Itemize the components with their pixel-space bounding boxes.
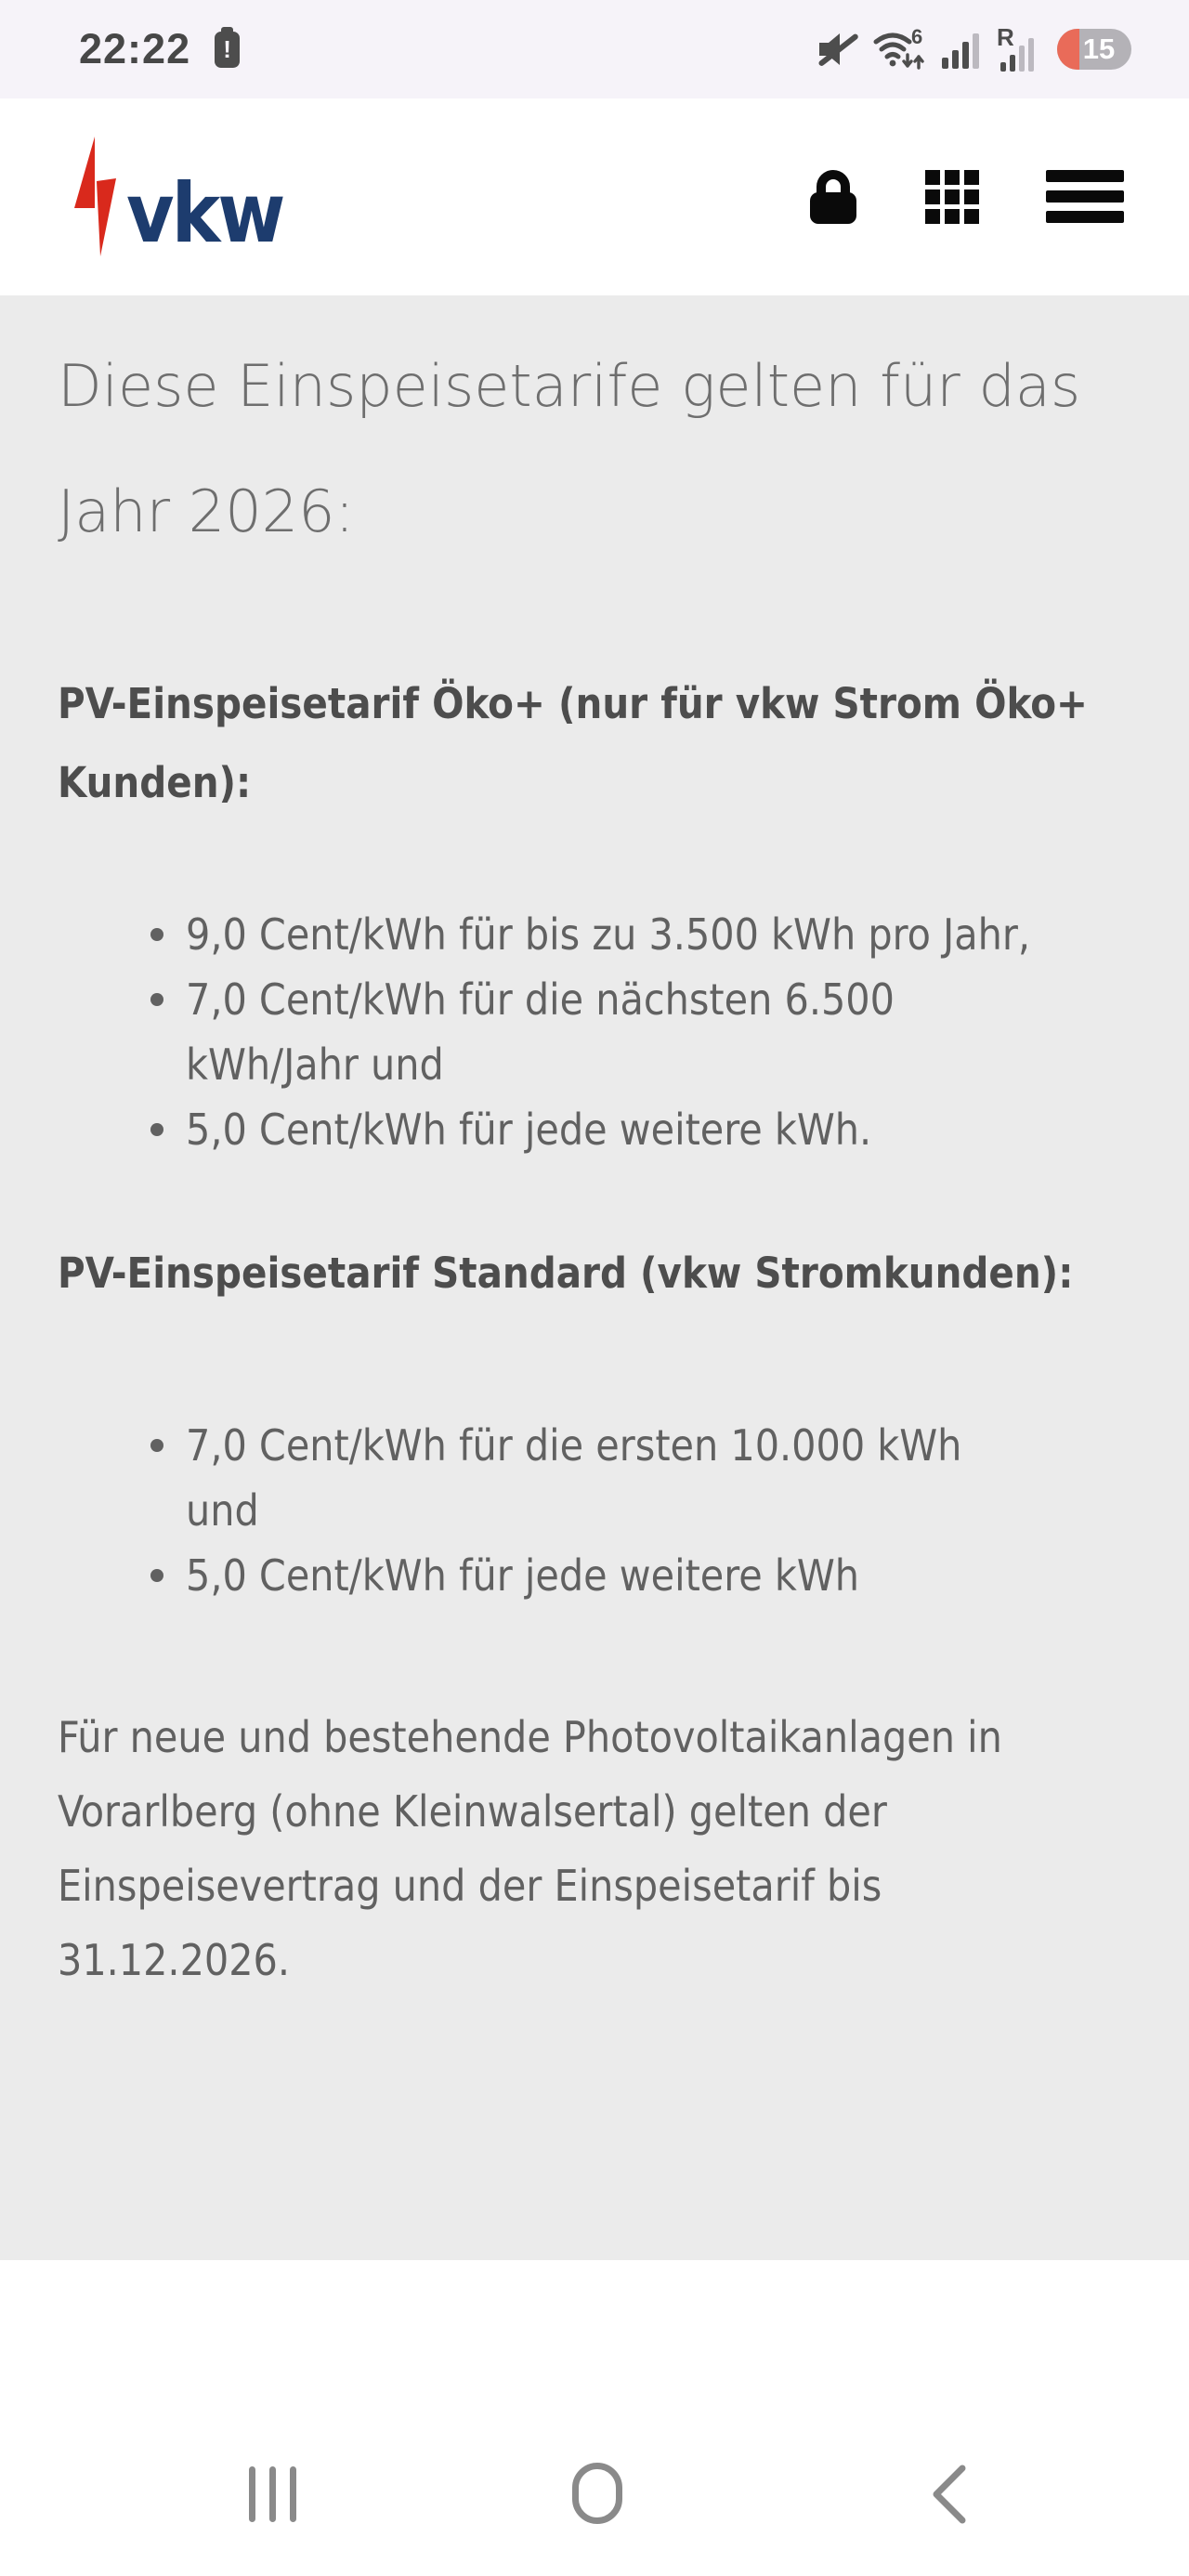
list-item: 9,0 Cent/kWh für bis zu 3.500 kWh pro Jahr, (149, 902, 1031, 967)
vkw-logo[interactable] (74, 134, 282, 260)
validity-paragraph: Für neue und bestehende Photovoltaikanlagen in Vorarlberg (ohne Kleinwalsertal) gelten der Einspeisevertrag und der Einspeisetarif bis 31.12.2026. (58, 1712, 1002, 1985)
hamburger-menu-icon (1046, 170, 1124, 224)
header-actions (808, 168, 1124, 226)
list-item: 7,0 Cent/kWh für die ersten 10.000 kWh und (149, 1413, 1031, 1543)
logo-bolt-icon (74, 134, 119, 260)
android-nav-bar (0, 2260, 1189, 2576)
status-bar (0, 0, 1189, 98)
status-bar-right (817, 25, 1131, 73)
logo-wordmark: vkw (126, 165, 283, 261)
back-chevron-icon (931, 2465, 968, 2524)
home-icon (572, 2463, 622, 2524)
status-time: 22:22 (79, 25, 191, 72)
roaming-signal-bars-icon (997, 25, 1043, 73)
page-content (0, 295, 1189, 2260)
back-button[interactable] (931, 2465, 968, 2524)
home-button[interactable] (572, 2463, 622, 2524)
recents-button[interactable] (249, 2466, 297, 2522)
recents-icon (249, 2466, 297, 2522)
list-item: 5,0 Cent/kWh für jede weitere kWh (149, 1543, 1031, 1608)
status-bar-left (79, 25, 240, 73)
grid-icon (925, 170, 979, 224)
battery-level-fill (1057, 29, 1079, 70)
tariff-list-oeko-plus (58, 902, 1137, 1162)
svg-text:6: 6 (911, 27, 923, 48)
svg-text:R: R (997, 25, 1014, 51)
wifi-6-icon (872, 27, 928, 72)
section-title-oeko-plus: PV-Einspeisetarif Öko+ (nur für vkw Strom Öko+ Kunden): (58, 679, 1088, 807)
list-item: 5,0 Cent/kWh für jede weitere kWh. (149, 1097, 1031, 1162)
battery-alert-glyph: ! (223, 35, 231, 63)
battery-alert-icon (215, 32, 240, 68)
mute-icon (817, 29, 858, 70)
list-item: 7,0 Cent/kWh für die nächsten 6.500 kWh/Jahr und (149, 967, 1031, 1097)
menu-button[interactable] (1046, 170, 1124, 224)
login-button[interactable] (808, 168, 858, 226)
signal-bars-icon (942, 28, 983, 71)
apps-grid-button[interactable] (925, 170, 979, 224)
battery-level-pill (1057, 29, 1131, 70)
page-title: Diese Einspeisetarife gelten für das Jahr 2026: (58, 352, 1081, 545)
lock-icon (808, 168, 858, 226)
app-header (0, 98, 1189, 295)
tariff-list-standard (58, 1413, 1137, 1608)
battery-level-value: 15 (1082, 33, 1116, 65)
section-title-standard: PV-Einspeisetarif Standard (vkw Stromkunden): (58, 1249, 1074, 1298)
